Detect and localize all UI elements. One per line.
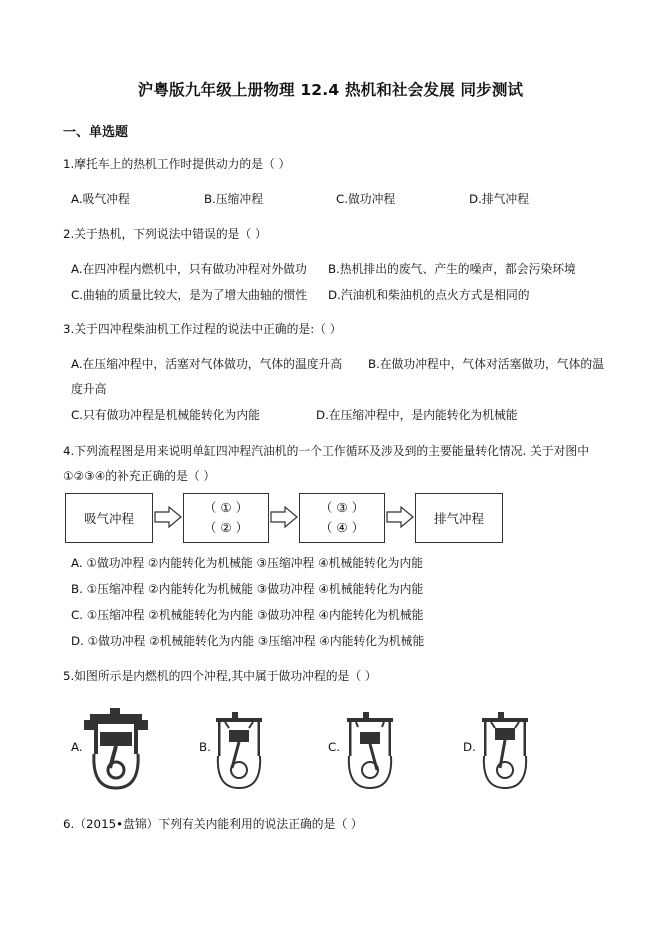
q1-option-d: D.排气冲程 [469,192,530,206]
q2-option-b: B.热机排出的废气、产生的噪声，都会污染环境 [328,262,576,276]
q1-option-b: B.压缩冲程 [204,192,264,206]
flow-box-3-bottom: （ ④ ） [319,520,365,535]
flow-box-3-top: （ ③ ） [319,500,365,515]
question-1: 1.摩托车上的热机工作时提供动力的是（ ） [63,157,291,171]
question-2: 2.关于热机，下列说法中错误的是（ ） [63,227,267,241]
q5-label-d: D. [463,740,476,754]
question-5: 5.如图所示是内燃机的四个冲程,其中属于做功冲程的是（ ） [63,669,377,683]
question-4-line-2: ①②③④的补充正确的是（ ） [63,469,216,483]
q1-option-a: A.吸气冲程 [71,192,130,206]
q2-option-d: D.汽油机和柴油机的点火方式是相同的 [328,288,530,302]
flow-box-2-top: （ ① ） [203,500,249,515]
section-heading: 一、单选题 [63,125,129,140]
question-6: 6.（2015•盘锦）下列有关内能利用的说法正确的是（ ） [63,817,363,831]
q2-option-a: A.在四冲程内燃机中，只有做功冲程对外做功 [71,262,307,276]
q4-option-d: D. ①做功冲程 ②机械能转化为内能 ③压缩冲程 ④内能转化为机械能 [71,634,425,648]
q2-option-c: C.曲轴的质量比较大，是为了增大曲轴的惯性 [71,288,308,302]
engine-diagram-d-icon [476,712,534,790]
q3-option-b: B.在做功冲程中，气体对活塞做功，气体的温 [368,357,604,371]
q4-option-a: A. ①做功冲程 ②内能转化为机械能 ③压缩冲程 ④机械能转化为内能 [71,556,424,570]
q3-option-b-continued: 度升高 [71,382,107,396]
question-3: 3.关于四冲程柴油机工作过程的说法中正确的是:（ ） [63,322,342,336]
flow-diagram [63,490,503,550]
flow-box-stroke-3 [299,493,385,543]
q5-label-c: C. [328,740,340,754]
flow-box-exhaust [415,493,503,543]
engine-diagram-a-icon [82,708,150,790]
flow-arrow-2-icon [270,506,298,528]
flow-box-intake [65,493,153,543]
q3-option-d: D.在压缩冲程中，是内能转化为机械能 [316,408,518,422]
q5-label-a: A. [71,740,83,754]
q4-option-c: C. ①压缩冲程 ②机械能转化为内能 ③做功冲程 ④内能转化为机械能 [71,608,424,622]
q1-option-c: C.做功冲程 [336,192,396,206]
engine-diagram-b-icon [210,712,268,790]
flow-arrow-3-icon [386,506,414,528]
question-4-line-1: 4.下列流程图是用来说明单缸四冲程汽油机的一个工作循环及涉及到的主要能量转化情况. 关于对图中 [63,444,590,458]
q4-option-b: B. ①压缩冲程 ②内能转化为机械能 ③做功冲程 ④机械能转化为内能 [71,582,424,596]
q5-label-b: B. [199,740,211,754]
flow-box-stroke-2 [183,493,269,543]
q3-option-c: C.只有做功冲程是机械能转化为内能 [71,408,260,422]
page-title: 沪粤版九年级上册物理 12.4 热机和社会发展 同步测试 [137,81,524,99]
flow-arrow-1-icon [154,506,182,528]
flow-box-intake-label: 吸气冲程 [83,511,134,526]
q3-option-a: A.在压缩冲程中，活塞对气体做功，气体的温度升高 [71,357,343,371]
flow-box-2-bottom: （ ② ） [203,520,249,535]
flow-box-exhaust-label: 排气冲程 [433,511,484,526]
engine-diagram-c-icon [341,712,399,790]
